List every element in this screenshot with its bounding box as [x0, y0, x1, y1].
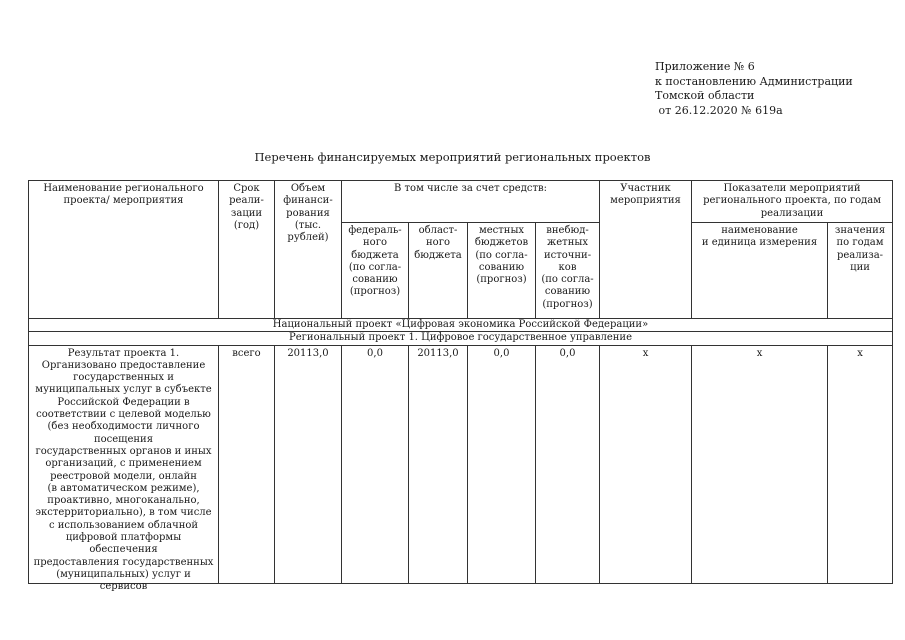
- row-regional: 20113,0: [409, 345, 468, 583]
- header-indicators: Показатели мероприятий регионального проекта, по годам реализации: [692, 181, 893, 223]
- regional-project-row: Региональный проект 1. Цифровое государственное управление: [29, 332, 893, 345]
- row-name: Результат проекта 1. Организовано предоставление государственных и муниципальных услуг в субъекте Российской Федерации в соответствии с целевой моделью (без необходимости личного посещения государственных органов и иных организаций, с применением реестровой модели, онлайн (в автоматическом режиме), проактивно, многоканально, экстерриториально), в том числе с использованием облачной цифровой платформы обеспечения предоставления государственных (муниципальных) услуг и сервисов: [33, 347, 214, 593]
- header-indicator-values: значения по годам реализа- ции: [828, 223, 893, 319]
- table-row: [29, 345, 893, 583]
- header-federal: федераль- ного бюджета (по согла- сованию (прогноз): [342, 223, 409, 319]
- header-offbudget: внебюд- жетных источни- ков (по согла- сованию (прогноз): [536, 223, 600, 319]
- header-including: В том числе за счет средств:: [342, 181, 600, 223]
- projects-table: [28, 180, 893, 593]
- header-term: Срок реали- зации (год): [219, 181, 275, 319]
- national-project-row: Национальный проект «Цифровая экономика Российской Федерации»: [29, 319, 893, 332]
- appendix-line-3: Томской области: [655, 89, 755, 102]
- header-participant: Участник мероприятия: [600, 181, 692, 319]
- page-title: Перечень финансируемых мероприятий региональных проектов: [254, 150, 651, 164]
- row-local: 0,0: [468, 345, 536, 583]
- appendix-block: [655, 60, 853, 118]
- row-volume: 20113,0: [275, 345, 342, 583]
- header-name: Наименование регионального проекта/ мероприятия: [29, 181, 219, 319]
- row-federal: 0,0: [342, 345, 409, 583]
- header-indicator-name: наименование и единица измерения: [692, 223, 828, 319]
- header-regional: област- ного бюджета: [409, 223, 468, 319]
- row-term: всего: [219, 345, 275, 583]
- row-participant: х: [600, 345, 692, 583]
- appendix-line-2: к постановлению Администрации: [655, 74, 853, 88]
- row-indicator-values: х: [828, 345, 893, 583]
- header-volume: Объем финанси- рования (тыс. рублей): [275, 181, 342, 319]
- row-name-cell: [29, 345, 219, 593]
- header-local: местных бюджетов (по согла- сованию (прогноз): [468, 223, 536, 319]
- row-offbudget: 0,0: [536, 345, 600, 583]
- row-indicator-name: х: [692, 345, 828, 583]
- appendix-line-1: Приложение № 6: [655, 60, 755, 73]
- appendix-line-4: от 26.12.2020 № 619а: [655, 103, 783, 117]
